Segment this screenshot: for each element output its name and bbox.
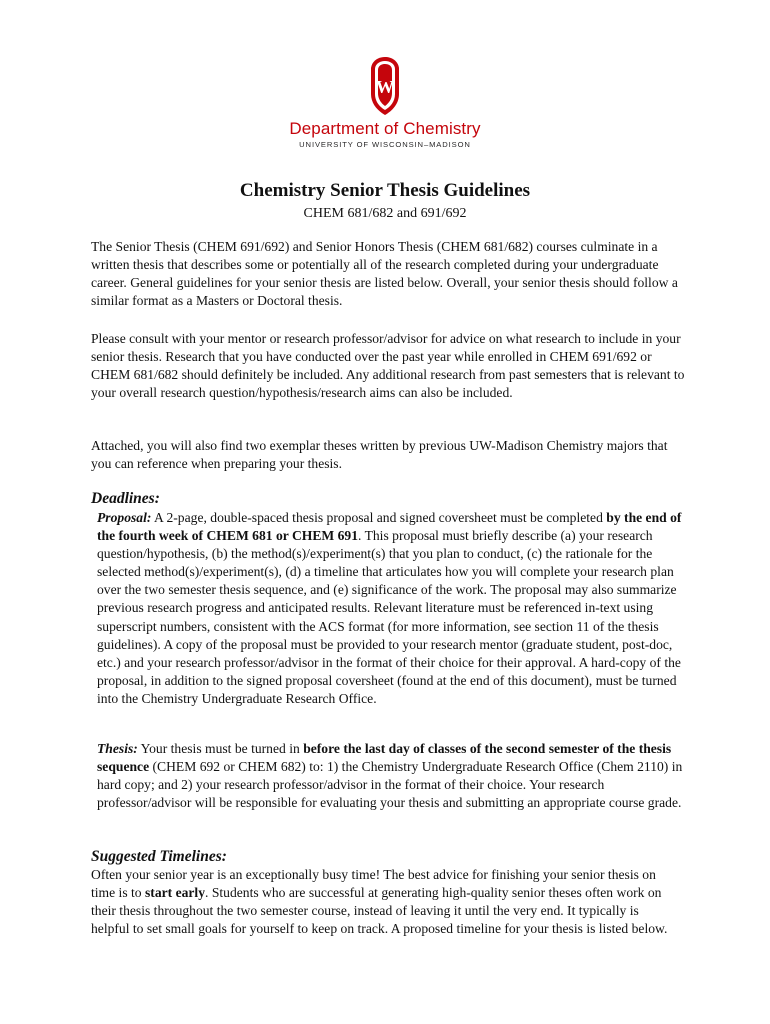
proposal-paragraph — [97, 509, 687, 708]
consult-paragraph: Please consult with your mentor or research professor/advisor for advice on what research to include in your senior thesis. Research that you have conducted over the past year while enrolled in CHEM 691/692 or CHEM 681/682 should definitely be included. Any additional research from past semesters that is relevant to your overall research question/hypothesis/research aims can also be included. — [91, 331, 685, 401]
thesis-text-2: (CHEM 692 or CHEM 682) to: 1) the Chemistry Undergraduate Research Office (Chem 2110) in hard copy; and 2) your research professor/advisor in the format of their choice. Your research professor/advisor will be responsible for evaluating your thesis and submitting an appropriate course grade. — [97, 759, 683, 811]
deadlines-heading: Deadlines: — [91, 490, 160, 507]
proposal-label: Proposal: — [97, 510, 152, 525]
proposal-deadline: by the end of the fourth week of CHEM 681 or CHEM 691 — [97, 510, 682, 544]
proposal-text-1: A 2-page, double-spaced thesis proposal and signed coversheet must be completed — [151, 510, 607, 525]
page-title: Chemistry Senior Thesis Guidelines — [239, 180, 531, 201]
page-subtitle: CHEM 681/682 and 691/692 — [303, 206, 467, 221]
timelines-text-2: . Students who are successful at generating high-quality senior theses often work on their thesis throughout the two semester course, instead of leaving it until the very end. It typically is helpful to set small goals for yourself to keep on track. A proposed timeline for your thesis is listed below. — [91, 885, 668, 937]
letterhead — [0, 56, 770, 149]
proposal-text-2: . This proposal must briefly describe (a) your research question/hypothesis, (b) the method(s)/experiment(s) that you plan to conduct, (c) the rationale for the selected method(s)/experiment(s), (d) a timeline that articulates how you will complete your research plan over the two semester thesis sequence, and (e) significance of the work. The proposal may also summarize previous research progress and anticipated results. Relevant literature must be referenced in-text using superscript numbers, consistent with the ACS format (for more information, see section 11 of the thesis guidelines). A copy of the proposal must be provided to your research mentor (graduate student, post-doc, etc.) and your research professor/advisor in the format of their choice for their approval. A hard-copy of the proposal, in addition to the signed proposal coversheet (found at the end of this document), must be turned into the Chemistry Undergraduate Research Office. — [97, 528, 681, 706]
thesis-text-1: Your thesis must be turned in — [137, 741, 304, 756]
timelines-paragraph — [91, 866, 671, 938]
timelines-heading: Suggested Timelines: — [91, 848, 227, 865]
university-name: UNIVERSITY OF WISCONSIN–MADISON — [299, 140, 471, 149]
timelines-text-1: Often your senior year is an exceptionally busy time! The best advice for finishing your senior thesis on time is to — [91, 867, 656, 901]
thesis-deadline: before the last day of classes of the second semester of the thesis sequence — [97, 741, 672, 775]
attached-paragraph: Attached, you will also find two exemplar theses written by previous UW-Madison Chemistry majors that you can reference when preparing your thesis. — [91, 438, 668, 472]
uw-crest-icon — [365, 56, 405, 116]
thesis-paragraph — [97, 740, 687, 812]
thesis-label: Thesis: — [97, 741, 138, 756]
department-name: Department of Chemistry — [289, 119, 481, 138]
intro-paragraph: The Senior Thesis (CHEM 691/692) and Senior Honors Thesis (CHEM 681/682) courses culminate in a written thesis that describes some or potentially all of the research completed during your undergraduate career. General guidelines for your senior thesis are listed below. Overall, your senior thesis should follow a similar format as a Masters or Doctoral thesis. — [91, 239, 678, 309]
timelines-start-early: start early — [145, 885, 206, 901]
crest-letter: W — [376, 77, 394, 97]
